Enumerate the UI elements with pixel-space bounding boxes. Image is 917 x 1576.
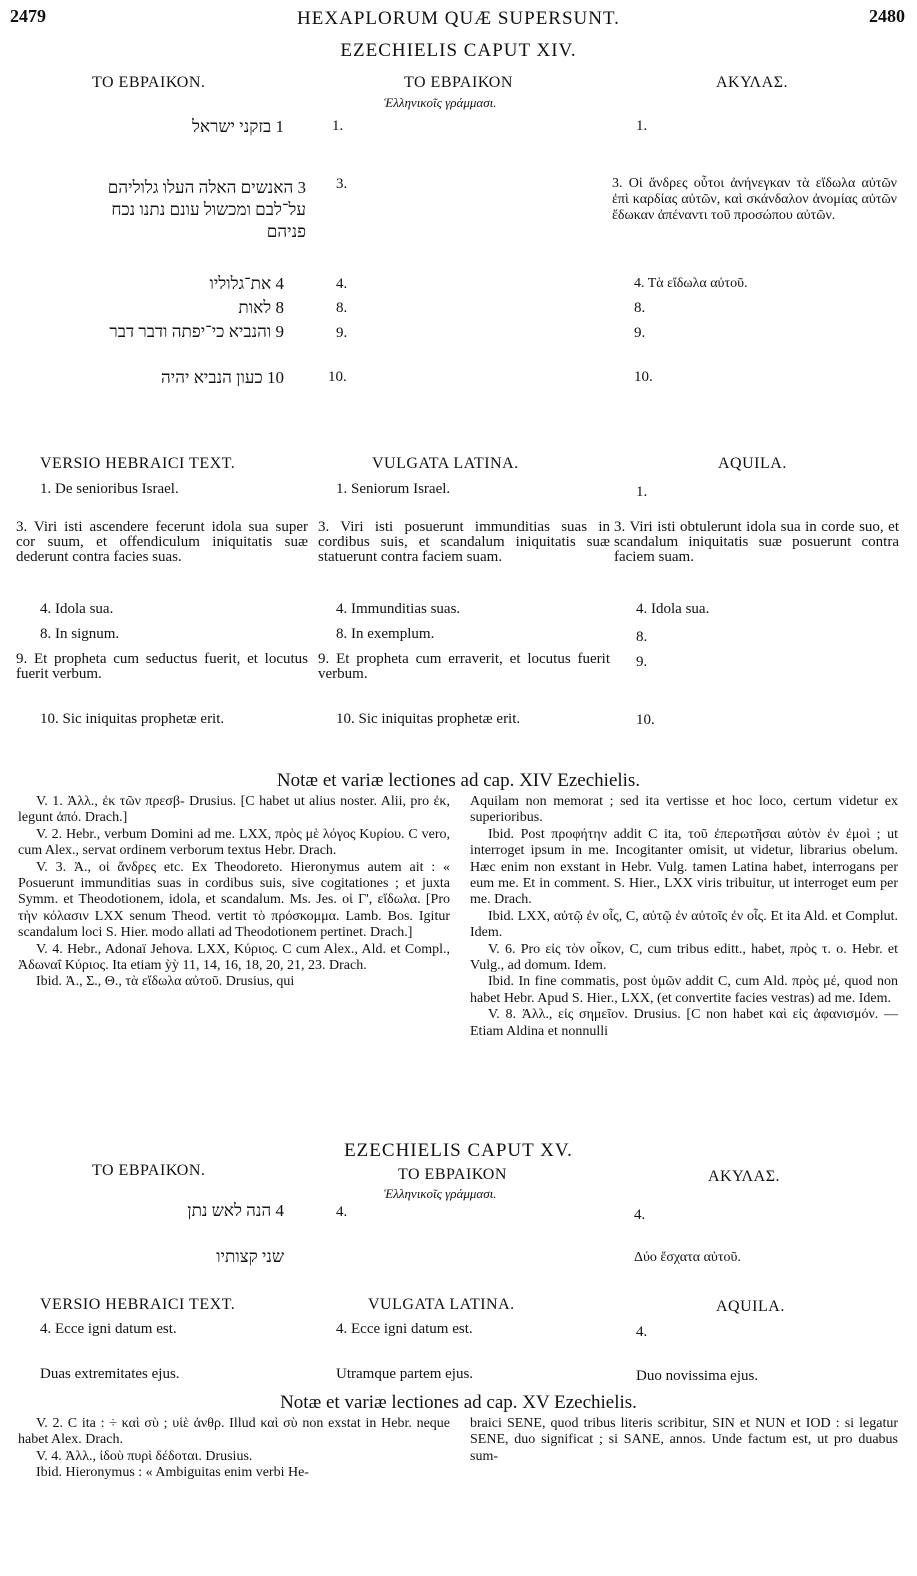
latin-head-versio: VERSIO HEBRAICI TEXT.: [40, 455, 236, 472]
aquila-verse: 10.: [634, 369, 653, 385]
aquila-latin-verse: 4. Idola sua.: [636, 601, 710, 617]
versio-verse: 3. Viri isti ascendere fecerunt idola sua super cor suum, et offendiculum iniquitatis suæ dederunt contra facies suas.: [16, 519, 308, 565]
chapter-14-title: EZECHIELIS CAPUT XIV.: [340, 40, 577, 61]
latin-head-vulgata: VULGATA LATINA.: [372, 455, 519, 472]
translit-verse: 4.: [336, 276, 348, 292]
right-page-number: 2480: [869, 6, 905, 26]
aquila-latin-verse: 9.: [636, 654, 648, 670]
vulgata-verse: 9. Et propheta cum erraverit, et locutus fuerit verbum.: [318, 651, 610, 682]
notes-title: Notæ et variæ lectiones ad cap. XV Ezechielis.: [280, 1392, 637, 1413]
col-head-hebrew: ΤΟ ΕΒΡΑΙΚΟΝ.: [92, 1162, 206, 1179]
note-paragraph: Ibid. In fine commatis, post ὑμῶν addit C, cum Ald. πρὸς μέ, quod non habet Hebr. Apud S. Hier., LXX, (et convertite facies vestras) ad me. Idem.: [470, 974, 898, 1006]
versio-verse: 4. Ecce igni datum est.: [40, 1321, 177, 1337]
notes-right-column: [470, 1416, 898, 1465]
vulgata-verse: 8. In exemplum.: [336, 626, 435, 642]
col-head-aquila: ΑΚΥΛΑΣ.: [708, 1168, 781, 1185]
hebrew-verse: שני קצותיו: [216, 1247, 284, 1266]
vulgata-verse: Utramque partem ejus.: [336, 1366, 474, 1382]
col-head-aquila: ΑΚΥΛΑΣ.: [716, 74, 789, 91]
hebrew-verse: 4 הנה לאש נתן: [187, 1201, 284, 1220]
translit-verse: 3.: [336, 176, 348, 192]
notes-left-column: [18, 794, 450, 991]
hebrew-verse: 8 לאות: [238, 298, 284, 317]
col-head-translit: ΤΟ ΕΒΡΑΙΚΟΝ: [398, 1166, 507, 1183]
hebrew-verse: 9 והנביא כי־יפתה ודבר דבר: [109, 322, 284, 341]
note-paragraph: Ibid. Hieronymus : « Ambiguitas enim verbi He-: [36, 1465, 309, 1481]
versio-verse: 1. De senioribus Israel.: [40, 481, 179, 497]
aquila-verse: 3. Οἱ ἄνδρες οὗτοι ἀνήνεγκαν τὰ εἴδωλα αὐτῶν ἐπὶ καρδίας αὐτῶν, καὶ σκάνδαλον ἀνομίας αὐτῶν ἔδωκαν ἀπέναντι τοῦ προσώπου αὐτῶν.: [612, 176, 897, 223]
note-paragraph: Aquilam non memorat ; sed ita vertisse et hoc loco, certum videtur ex superioribus.: [470, 794, 898, 826]
note-paragraph: Ibid. Ἀ., Σ., Θ., τὰ εἴδωλα αὐτοῦ. Drusius, qui: [36, 974, 295, 990]
translit-verse: 9.: [336, 325, 348, 341]
note-paragraph: V. 4. Ἀλλ., ἰδοὺ πυρὶ δέδοται. Drusius.: [36, 1448, 253, 1464]
note-paragraph: V. 4. Hebr., Adonaï Jehova. LXX, Κύριος. C cum Alex., Ald. et Compl., Ἀδωναΐ Κύριος. Ita etiam ỳỳ 11, 14, 16, 18, 20, 21, 23. Drach.: [18, 941, 450, 974]
col-head-translit: ΤΟ ΕΒΡΑΙΚΟΝ: [404, 74, 513, 91]
translit-verse: 10.: [328, 369, 347, 385]
col-head-translit-sub: Ἑλληνικοῖς γράμμασι.: [384, 1186, 497, 1201]
latin-head-vulgata: VULGATA LATINA.: [368, 1296, 515, 1313]
left-page-number: 2479: [10, 6, 46, 26]
note-paragraph: V. 2. C ita : ÷ καὶ σὺ ; υἱὲ ἀνθρ. Illud καὶ σὺ non exstat in Hebr. neque habet Alex. Drach.: [18, 1416, 450, 1448]
versio-verse: 9. Et propheta cum seductus fuerit, et locutus fuerit verbum.: [16, 651, 308, 682]
aquila-verse: Δύο ἔσχατα αὐτοῦ.: [634, 1250, 741, 1265]
note-paragraph: V. 2. Hebr., verbum Domini ad me. LXX, πρὸς μὲ λόγος Κυρίου. C vero, cum Alex., servat ordinem verborum textus Hebr. Drach.: [18, 826, 450, 859]
note-paragraph: braici SENE, quod tribus literis scribitur, SIN et NUN et IOD : si legatur SENE, duo significat ; si SANE, annos. Unde factum est, ut pro duabus sum-: [470, 1416, 898, 1464]
notes-title: Notæ et variæ lectiones ad cap. XIV Ezechielis.: [276, 770, 641, 791]
col-head-translit-sub: Ἑλληνικοῖς γράμμασι.: [384, 95, 497, 110]
vulgata-verse: 4. Ecce igni datum est.: [336, 1321, 473, 1337]
aquila-verse: 4.: [634, 1207, 646, 1223]
hebrew-verse: 4 את־גלוליו: [209, 274, 284, 293]
aquila-latin-verse: 4.: [636, 1324, 648, 1340]
vulgata-verse: 3. Viri isti posuerunt immunditias suas in cordibus suis, et scandalum iniquitatis suæ statuerunt contra faciem suam.: [318, 519, 610, 565]
aquila-latin-verse: 3. Viri isti obtulerunt idola sua in corde suo, et scandalum iniquitatis suæ posuerunt contra faciem suam.: [614, 519, 899, 565]
versio-verse: 4. Idola sua.: [40, 601, 114, 617]
chapter-15-title: EZECHIELIS CAPUT XV.: [344, 1140, 573, 1161]
aquila-verse: 4. Τὰ εἴδωλα αὐτοῦ.: [634, 276, 748, 291]
latin-head-aquila: AQUILA.: [718, 455, 787, 472]
aquila-verse: 8.: [634, 300, 646, 316]
note-paragraph: Ibid. LXX, αὐτῷ ἐν οἷς, C, αὐτῷ ἐν αὐτοῖς ἐν οἷς. Et ita Ald. et Complut. Idem.: [470, 908, 898, 941]
hebrew-verse: 10 כעון הנביא יהיה: [161, 368, 284, 387]
notes-right-column: [470, 794, 898, 1040]
versio-verse: Duas extremitates ejus.: [40, 1366, 180, 1382]
latin-head-versio: VERSIO HEBRAICI TEXT.: [40, 1296, 236, 1313]
translit-verse: 1.: [332, 118, 344, 134]
aquila-latin-verse: 1.: [636, 484, 648, 500]
note-paragraph: V. 3. Ἀ., οἱ ἄνδρες etc. Ex Theodoreto. Hieronymus autem ait : « Posuerunt immunditias suas in cordibus suis, sive cogitationes ; et juxta Symm. et Theodotionem, idola, et scandalum. Ms. Jes. οἱ Γ', εἴδωλα. [Pro τὴν κόλασιν LXX senum Theod. vertit τὸ πρόσκομμα. Lamb. Bos. Igitur scandalum loci S. Hier. modo allati ad Theodotionem pertinet. Drach.]: [18, 859, 450, 941]
note-paragraph: V. 6. Pro εἰς τὸν οἶκον, C, cum tribus editt., habet, πρὸς τ. ο. Hebr. et Vulg., ad domum. Idem.: [470, 941, 898, 974]
notes-left-column: [18, 1416, 450, 1482]
translit-verse: 8.: [336, 300, 348, 316]
translit-verse: 4.: [336, 1204, 348, 1220]
note-paragraph: V. 8. Ἀλλ., εἰς σημεῖον. Drusius. [C non habet καὶ εἰς ἀφανισμόν. — Etiam Aldina et nonnulli: [470, 1007, 898, 1039]
aquila-latin-verse: 10.: [636, 712, 655, 728]
latin-head-aquila: AQUILA.: [716, 1298, 785, 1315]
vulgata-verse: 4. Immunditias suas.: [336, 601, 461, 617]
note-paragraph: Ibid. Post προφήτην addit C ita, τοῦ ἐπερωτῆσαι αὐτὸν ἐν ἐμοὶ ; ut interroget ipsum in me. Incogitanter omisit, ut videtur, librarius obelum. Hæc enim non exstant in Hebr. Vulg. tamen Latina habet, interrogans per eum me. Et in comment. S. Hier., LXX viris tribuitur, ut interroget eum per me. Drach.: [470, 826, 898, 908]
hebrew-verse: 1 בזקני ישראל: [191, 117, 284, 136]
running-title: HEXAPLORUM QUÆ SUPERSUNT.: [297, 8, 620, 29]
hebrew-verse: 3 האנשים האלה העלו גלוליהם על־לבם ומכשול עונם נתנו נכח פניהם: [107, 178, 306, 241]
col-head-hebrew: ΤΟ ΕΒΡΑΙΚΟΝ.: [92, 74, 206, 91]
aquila-verse: 1.: [636, 118, 648, 134]
aquila-latin-verse: Duo novissima ejus.: [636, 1368, 759, 1384]
aquila-verse: 9.: [634, 325, 646, 341]
note-paragraph: V. 1. Ἀλλ., ἐκ τῶν πρεσβ- Drusius. [C habet ut alius noster. Alii, pro ἐκ, legunt ἀπό. Drach.]: [18, 794, 450, 826]
vulgata-verse: 1. Seniorum Israel.: [336, 481, 451, 497]
vulgata-verse: 10. Sic iniquitas prophetæ erit.: [336, 711, 521, 727]
versio-verse: 10. Sic iniquitas prophetæ erit.: [40, 711, 225, 727]
aquila-latin-verse: 8.: [636, 629, 648, 645]
versio-verse: 8. In signum.: [40, 626, 120, 642]
